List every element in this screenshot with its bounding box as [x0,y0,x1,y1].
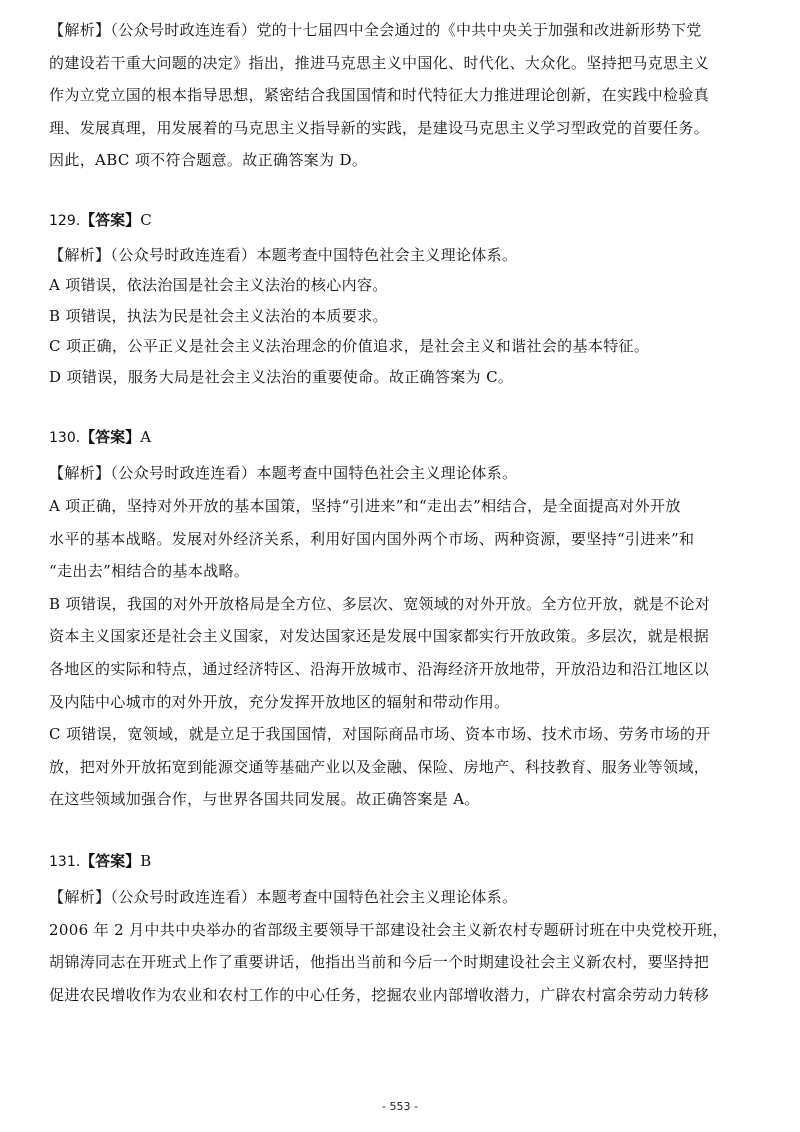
text-line: “走出去”相结合的基本战略。 [49,562,250,581]
explanation [49,881,754,1011]
text-line: 【解析】（公众号时政连连看）本题考查中国特色社会主义理论体系。 [49,464,518,483]
text-line: 放，把对外开放拓宽到能源交通等基础产业以及金融、保险、房地产、科技教育、服务业等领域， [49,757,710,776]
explanation [49,240,754,393]
text-line: 各地区的实际和特点，通过经济特区、沿海开放城市、沿海经济开放地带，开放沿边和沿江地区以 [49,660,710,679]
answer-value: B [140,852,152,870]
text-line: 胡锦涛同志在开班式上作了重要讲话，他指出当前和今后一个时期建设社会主义新农村，要坚持把 [49,953,710,972]
answer-line [49,422,754,453]
text-line: 水平的基本战略。发展对外经济关系，利用好国内国外两个市场、两种资源，要坚持“引进来”和 [49,529,695,548]
answer-tag: 【答案】 [80,428,141,447]
answer-value: A [140,428,152,447]
text-line: 【解析】（公众号时政连连看）党的十七届四中全会通过的《中共中央关于加强和改进新形势下党 [49,21,702,39]
answer-line [49,846,754,877]
text-line: 的建设若干重大问题的决定》指出，推进马克思主义中国化、时代化、大众化。坚持把马克思主义 [49,53,710,72]
question-number: 129. [49,212,81,229]
question-number: 131. [49,854,81,870]
answer-tag: 【答案】 [80,852,141,870]
text-line: 促进农民增收作为农业和农村工作的中心任务，挖掘农业内部增收潜力，广辟农村富余劳动力转移 [49,985,710,1004]
text-line: B 项错误，执法为民是社会主义法治的本质要求。 [49,306,388,325]
page-number: - 553 - [382,1100,418,1113]
text-line: A 项错误，依法治国是社会主义法治的核心内容。 [49,276,388,295]
text-line: C 项错误，宽领域，就是立足于我国国情，对国际商品市场、资本市场、技术市场、劳务市场的开 [49,725,711,744]
text-line: B 项错误，我国的对外开放格局是全方位、多层次、宽领域的对外开放。全方位开放，就是不论对 [49,594,711,613]
text-line: 【解析】（公众号时政连连看）本题考查中国特色社会主义理论体系。 [49,245,518,264]
text-line: 2006 年 2 月中共中央举办的省部级主要领导干部建设社会主义新农村专题研讨班在中央党校开班， [49,920,728,939]
answer-value: C [140,210,152,229]
text-line: 作为立党立国的根本指导思想，紧密结合我国国情和时代特征大力推进理论创新，在实践中检验真 [49,86,710,105]
text-line: 因此，ABC 项不符合题意。故正确答案为 D。 [49,151,368,170]
answer-tag: 【答案】 [80,210,141,229]
text-line: 资本主义国家还是社会主义国家，对发达国家还是发展中国家都实行开放政策。多层次，就是根据 [49,627,710,646]
text-line: A 项正确，坚持对外开放的基本国策，坚持“引进来”和“走出去”相结合，是全面提高对外开放 [49,497,681,516]
question-number: 130. [49,430,81,447]
text-line: 在这些领域加强合作，与世界各国共同发展。故正确答案是 A。 [49,790,480,809]
text-line: C 项正确，公平正义是社会主义法治理念的价值追求，是社会主义和谐社会的基本特征。 [49,337,650,356]
explanation [49,457,754,816]
intro-explanation [49,14,754,177]
answer-line [49,205,754,236]
text-line: 及内陆中心城市的对外开放，充分发挥开放地区的辐射和带动作用。 [49,692,510,711]
text-line: 理、发展真理，用发展着的马克思主义指导新的实践，是建设马克思主义学习型政党的首要任务。 [49,118,710,137]
question-130 [49,422,754,816]
text-line: 【解析】（公众号时政连连看）本题考查中国特色社会主义理论体系。 [49,888,518,906]
question-129 [49,205,754,393]
text-line: D 项错误，服务大局是社会主义法治的重要使命。故正确答案为 C。 [49,367,514,386]
question-131 [49,846,754,1011]
